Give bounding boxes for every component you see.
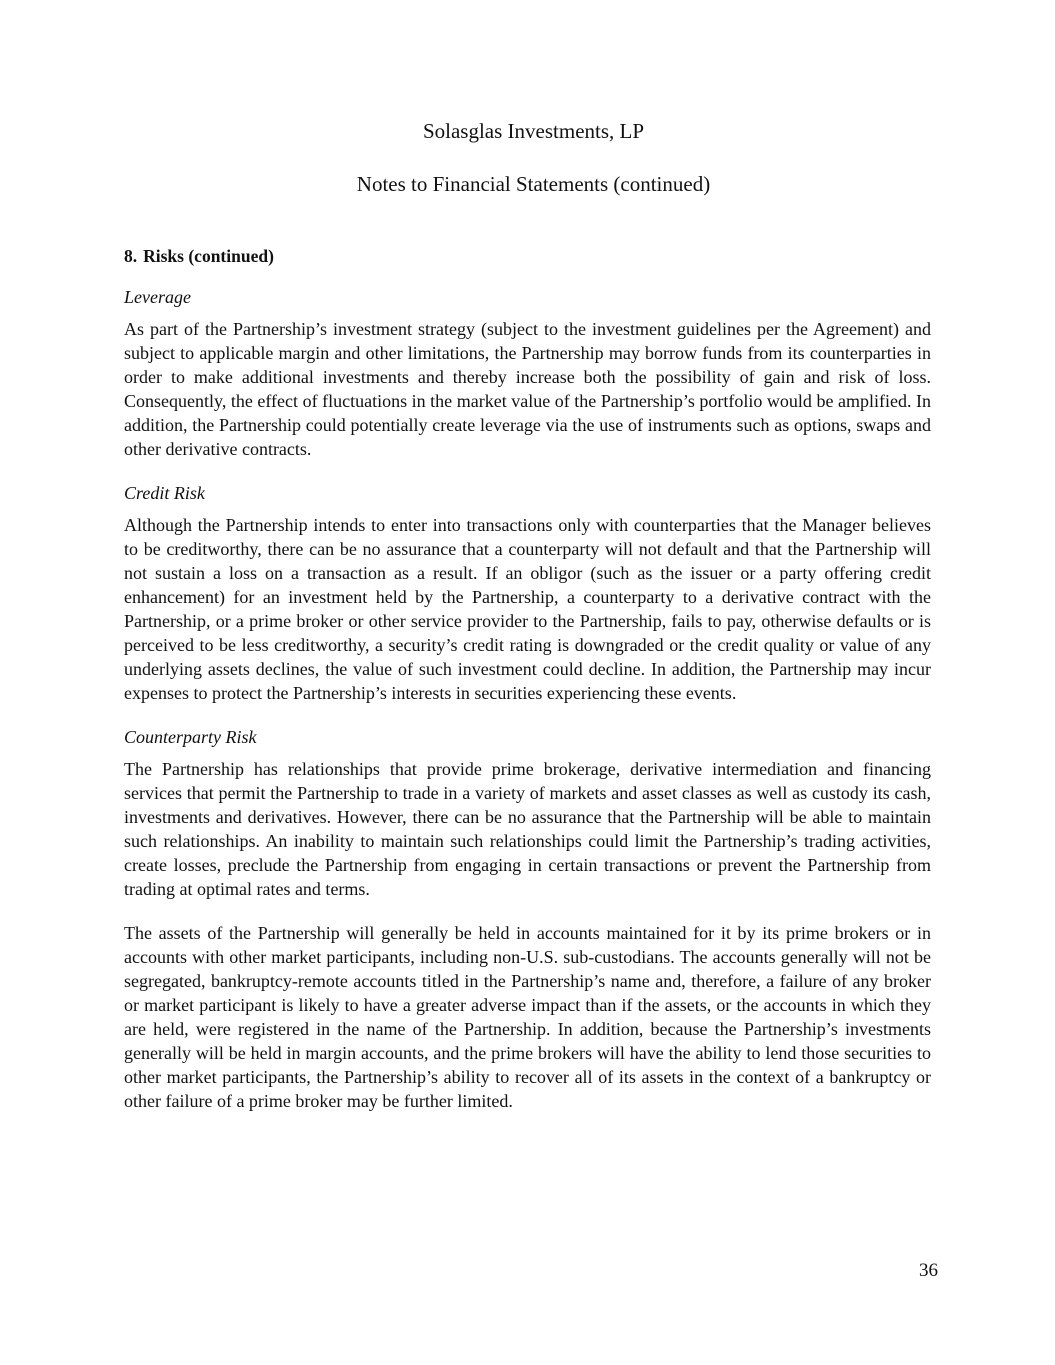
section-title: Risks (continued) bbox=[143, 246, 274, 266]
credit-risk-heading: Credit Risk bbox=[124, 483, 205, 503]
counterparty-risk-paragraph-2: The assets of the Partnership will generally be held in accounts maintained for it by its prime brokers or in accounts with other market participants, including non-U.S. sub-custodians. The accounts generally will not be segregated, bankruptcy-remote accounts titled in the Partnership’s name and, therefore, a failure of any broker or market participant is likely to have a greater adverse impact than if the assets, or the accounts in which they are held, were registered in the name of the Partnership. In addition, because the Partnership’s investments generally will be held in margin accounts, and the prime brokers will have the ability to lend those securities to other market participants, the Partnership’s ability to recover all of its assets in the context of a bankruptcy or other failure of a prime broker may be further limited. bbox=[124, 923, 931, 1111]
page-number: 36 bbox=[919, 1260, 938, 1281]
section-heading bbox=[124, 244, 931, 268]
counterparty-risk-heading: Counterparty Risk bbox=[124, 727, 257, 747]
notes-content bbox=[124, 244, 931, 1133]
leverage-heading: Leverage bbox=[124, 287, 191, 307]
section-number: 8. bbox=[124, 246, 138, 266]
leverage-paragraph: As part of the Partnership’s investment strategy (subject to the investment guidelines per the Agreement) and subject to applicable margin and other limitations, the Partnership may borrow funds from its counterparties in order to make additional investments and thereby increase both the possibility of gain and risk of loss. Consequently, the effect of fluctuations in the market value of the Partnership’s portfolio would be amplified. In addition, the Partnership could potentially create leverage via the use of instruments such as options, swaps and other derivative contracts. bbox=[124, 319, 931, 459]
page-subtitle: Notes to Financial Statements (continued) bbox=[356, 172, 711, 196]
credit-risk-paragraph: Although the Partnership intends to enter into transactions only with counterparties that the Manager believes to be creditworthy, there can be no assurance that a counterparty will not default and that the Partnership will not sustain a loss on a transaction as a result. If an obligor (such as the issuer or a party offering credit enhancement) for an investment held by the Partnership, a counterparty to a derivative contract with the Partnership, or a prime broker or other service provider to the Partnership, fails to pay, otherwise defaults or is perceived to be less creditworthy, a security’s credit rating is downgraded or the credit quality or value of any underlying assets declines, the value of such investment could decline. In addition, the Partnership may incur expenses to protect the Partnership’s interests in securities experiencing these events. bbox=[124, 515, 931, 703]
company-name: Solasglas Investments, LP bbox=[422, 119, 645, 143]
counterparty-risk-paragraph-1: The Partnership has relationships that provide prime brokerage, derivative intermediation and financing services that permit the Partnership to trade in a variety of markets and asset classes as well as custody its cash, investments and derivatives. However, there can be no assurance that the Partnership will be able to maintain such relationships. An inability to maintain such relationships could limit the Partnership’s trading activities, create losses, preclude the Partnership from engaging in certain transactions or prevent the Partnership from trading at optimal rates and terms. bbox=[124, 759, 931, 899]
